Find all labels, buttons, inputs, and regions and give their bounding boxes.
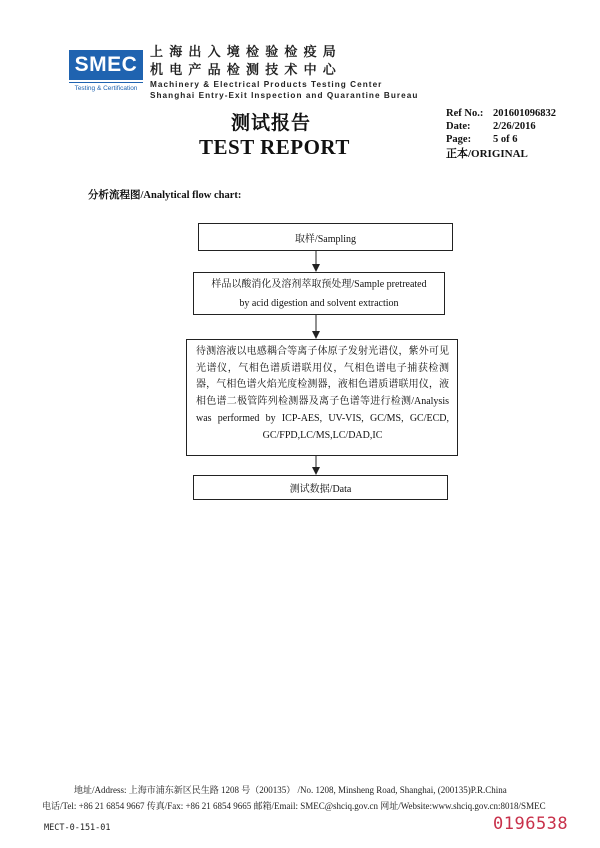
flow-step-analysis <box>186 339 458 456</box>
org-name-cn-line2: 机电产品检测技术中心 <box>150 63 343 78</box>
report-title-en: TEST REPORT <box>199 135 350 159</box>
date-label: Date: <box>446 121 471 132</box>
org-name-en-line2: Shanghai Entry-Exit Inspection and Quarantine Bureau <box>150 91 419 100</box>
serial-number: 0196538 <box>493 814 569 834</box>
date-value: 2/26/2016 <box>493 121 536 132</box>
flow-step-pretreatment-text <box>211 275 426 313</box>
footer-address: 地址/Address: 上海市浦东新区民生路 1208 号（200135） /No. 1208, Minsheng Road, Shanghai, (200135)P.R.China <box>74 785 507 795</box>
flow-step-analysis-text: 待测溶液以电感耦合等离子体原子发射光谱仪，紫外可见光谱仪，气相色谱质谱联用仪，气相色谱电子捕获检测器，气相色谱火焰光度检测器，液相色谱质谱联用仪，液相色谱二极管阵列检测器及离子色谱等进行检测/Analysis was performed by ICP-AES, UV-VIS, GC/MS, GC/ECD, GC/FPD,LC/MS,LC/DAD,IC <box>196 346 449 441</box>
smec-logo: SMEC <box>69 50 143 80</box>
ref-number-label: Ref No.: <box>446 108 484 119</box>
section-heading: 分析流程图/Analytical flow chart: <box>88 190 242 201</box>
flow-step-pretreatment <box>193 272 445 315</box>
logo-subtitle: Testing & Certification <box>69 82 143 95</box>
report-title-cn: 测试报告 <box>231 112 312 134</box>
footer-contact: 电话/Tel: +86 21 6854 9667 传真/Fax: +86 21 6854 9665 邮箱/Email: SMEC@shciq.gov.cn 网址/Website:www.shciq.gov.cn:8018/SMEC <box>42 801 546 811</box>
org-name-en-line1: Machinery & Electrical Products Testing Center <box>150 80 383 89</box>
flow-step-sampling <box>198 223 453 251</box>
page-label: Page: <box>446 134 472 145</box>
flow-step-sampling-text: 取样/Sampling <box>294 233 357 245</box>
pretreatment-line2: by acid digestion and solvent extraction <box>239 297 399 309</box>
flow-step-data <box>193 475 448 500</box>
pretreatment-line1: 样品以酸消化及溶剂萃取预处理/Sample pretreated <box>211 278 427 290</box>
original-label: 正本/ORIGINAL <box>446 148 528 160</box>
form-code: MECT-0-151-01 <box>44 823 111 833</box>
flow-step-data-text: 测试数据/Data <box>289 484 352 495</box>
ref-number-value: 201601096832 <box>493 108 556 119</box>
page-value: 5 of 6 <box>493 134 518 145</box>
org-name-cn-line1: 上海出入境检验检疫局 <box>150 45 343 60</box>
